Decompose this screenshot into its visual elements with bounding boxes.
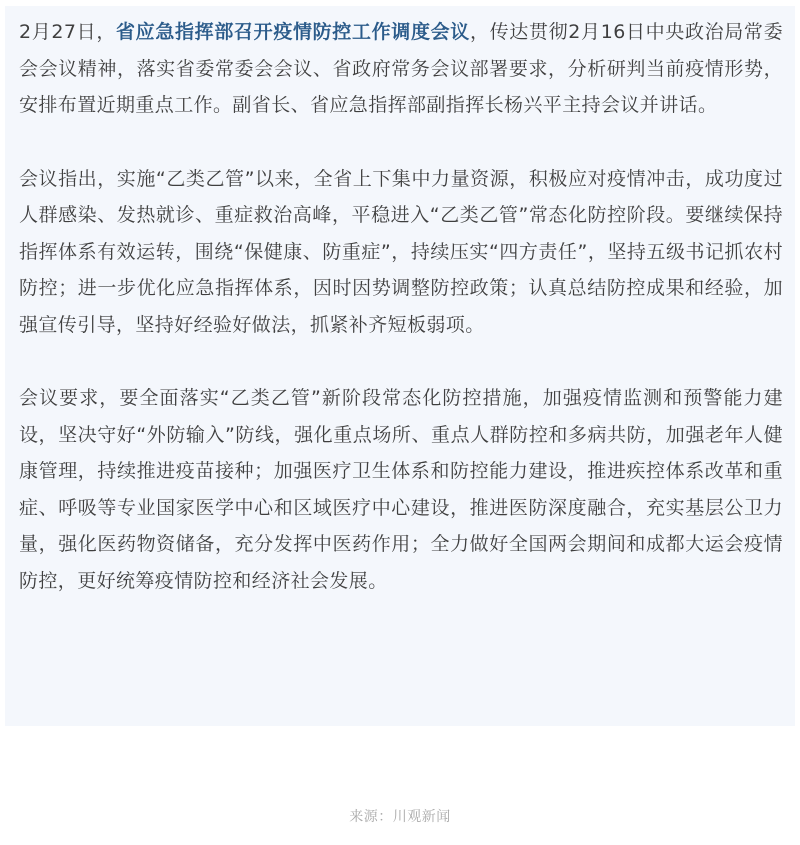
source-credit: 来源：川观新闻 (349, 809, 451, 825)
meeting-headline-highlight: 省应急指挥部召开疫情防控工作调度会议 (116, 21, 470, 43)
paragraph-1-body: ，传达贯彻2月16日中央政治局常委会会议精神，落实省委常委会会议、省政府常务会议部署要求，分析研判当前疫情形势，安排布置近期重点工作。副省长、省应急指挥部副指挥长杨兴平主持会议并讲话。 (19, 21, 784, 116)
paragraph-3: 会议要求，要全面落实“乙类乙管”新阶段常态化防控措施，加强疫情监测和预警能力建设，坚决守好“外防输入”防线，强化重点场所、重点人群防控和多病共防，加强老年人健康管理，持续推进疫苗接种；加强医疗卫生体系和防控能力建设，推进疾控体系改革和重症、呼吸等专业国家医学中心和区域医疗中心建设，推进医防深度融合，充实基层公卫力量，强化医药物资储备，充分发挥中医药作用；全力做好全国两会期间和成都大运会疫情防控，更好统筹疫情防控和经济社会发展。 (19, 387, 783, 592)
paragraph-2: 会议指出，实施“乙类乙管”以来，全省上下集中力量资源，积极应对疫情冲击，成功度过人群感染、发热就诊、重症救治高峰，平稳进入“乙类乙管”常态化防控阶段。要继续保持指挥体系有效运转，围绕“保健康、防重症”，持续压实“四方责任”，坚持五级书记抓农村防控；进一步优化应急指挥体系，因时因势调整防控政策；认真总结防控成果和经验，加强宣传引导，坚持好经验好做法，抓紧补齐短板弱项。 (19, 167, 783, 336)
paragraph-1 (19, 14, 783, 124)
paragraph-1-date: 2月27日， (19, 21, 116, 43)
article-panel (5, 6, 795, 726)
